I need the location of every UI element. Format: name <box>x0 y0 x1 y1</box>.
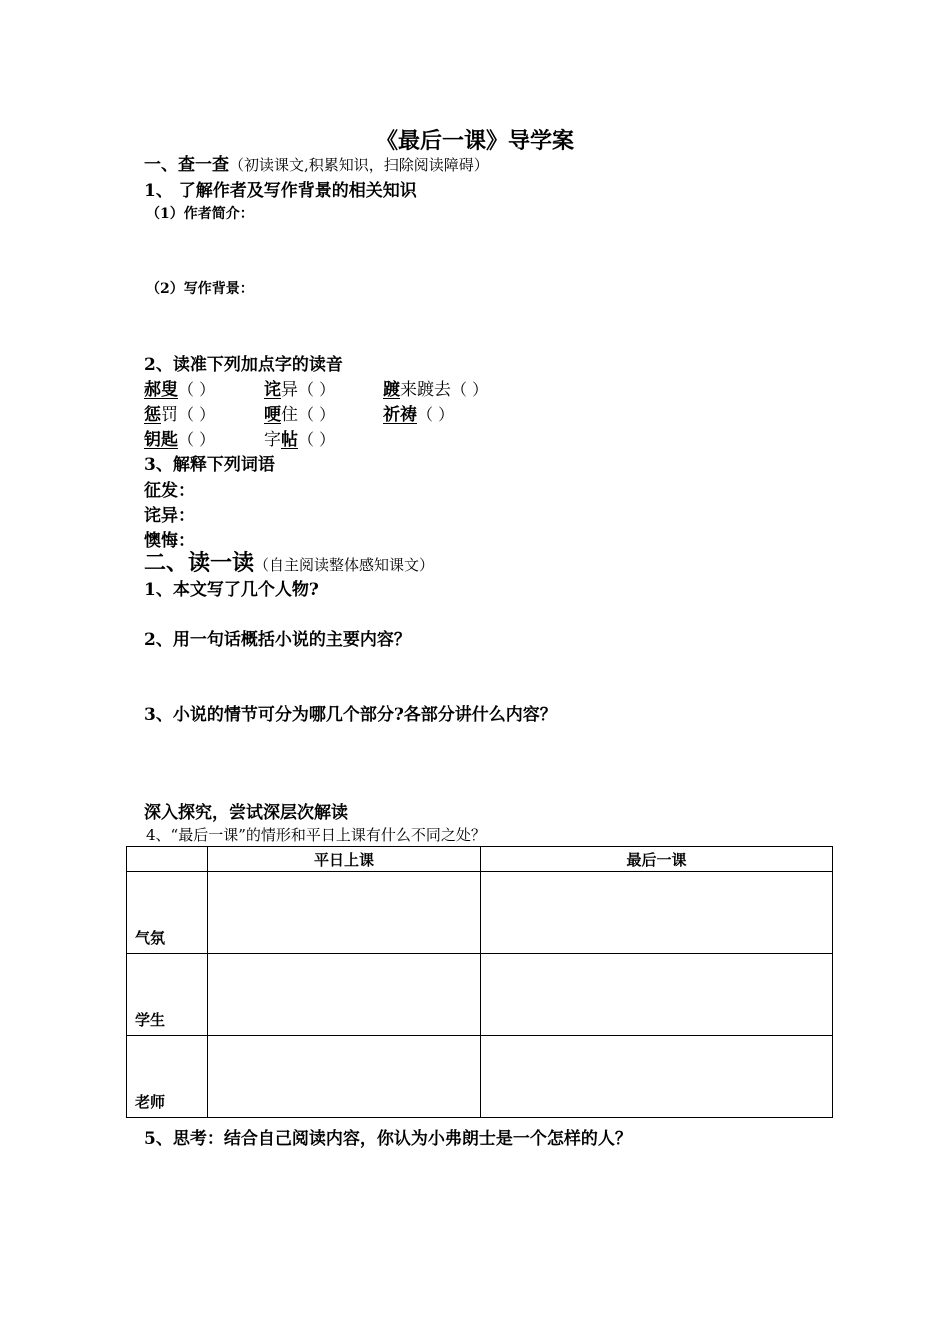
deep-heading: 深入探究，尝试深层次解读 <box>144 803 348 823</box>
comparison-table <box>126 846 833 1118</box>
read-q2: 2、用一句话概括小说的主要内容？ <box>144 630 411 650</box>
read-q1: 1、本文写了几个人物? <box>144 580 319 600</box>
word-blank: （ ） <box>298 380 336 399</box>
word-blank: （ ） <box>298 430 336 449</box>
term-zhengfa: 征发： <box>144 481 195 501</box>
q1-sub-background: （2）写作背景： <box>146 281 254 297</box>
word-item <box>383 375 488 400</box>
word-dotted: 帖 <box>281 430 298 450</box>
table-cell <box>208 872 481 954</box>
q2-heading: 2、读准下列加点字的读音 <box>144 355 343 375</box>
table-cell <box>208 1036 481 1118</box>
q1-sub-author: （1）作者简介： <box>146 206 254 222</box>
table-cell <box>481 954 833 1036</box>
row-label-atmosphere: 气氛 <box>127 872 208 954</box>
table-header-row <box>127 847 833 872</box>
table-cell <box>481 872 833 954</box>
row-label-students: 学生 <box>127 954 208 1036</box>
word-item <box>264 400 335 425</box>
word-blank: （ ） <box>298 405 336 424</box>
word-dotted: 诧 <box>264 380 281 400</box>
table-cell <box>481 1036 833 1118</box>
word-item <box>383 400 454 425</box>
word-item <box>264 375 335 400</box>
q3-heading: 3、解释下列词语 <box>144 455 275 475</box>
word-dotted: 钥匙 <box>144 430 178 450</box>
section-1-note: （初读课文,积累知识，扫除阅读障碍） <box>229 156 489 174</box>
q1-heading: 1、 了解作者及写作背景的相关知识 <box>144 181 417 201</box>
section-1-title: 一、查一查 <box>144 155 229 175</box>
page-title: 《最后一课》导学案 <box>375 128 574 154</box>
word-pre: 字 <box>264 430 281 450</box>
section-2-note: （自主阅读整体感知课文） <box>254 556 435 574</box>
table-row <box>127 1036 833 1118</box>
word-dotted: 踱 <box>383 380 400 400</box>
table-row <box>127 872 833 954</box>
word-rest: 住 <box>281 405 298 425</box>
word-dotted: 郝叟 <box>144 380 178 400</box>
word-item <box>264 425 335 450</box>
row-label-teacher: 老师 <box>127 1036 208 1118</box>
word-rest: 来踱去 <box>400 380 451 400</box>
word-blank: （ ） <box>178 380 216 399</box>
word-dotted: 祈祷 <box>383 405 417 425</box>
term-chayi: 诧异： <box>144 506 195 526</box>
word-rest: 罚 <box>161 405 178 425</box>
word-blank: （ ） <box>451 380 489 399</box>
section-2-heading <box>144 546 434 577</box>
word-blank: （ ） <box>417 405 455 424</box>
table-row <box>127 954 833 1036</box>
table-cell <box>208 954 481 1036</box>
term-aohui: 懊悔： <box>144 531 195 551</box>
word-dotted: 惩 <box>144 405 161 425</box>
q5-thinking: 5、思考：结合自己阅读内容，你认为小弗朗士是一个怎样的人？ <box>144 1129 632 1149</box>
deep-q4: 4、“最后一课”的情形和平日上课有什么不同之处？ <box>146 826 486 844</box>
table-header-blank <box>127 847 208 872</box>
section-1-heading <box>144 150 489 175</box>
word-item <box>144 375 215 400</box>
table-header-last: 最后一课 <box>481 847 833 872</box>
word-blank: （ ） <box>178 430 216 449</box>
table-header-usual: 平日上课 <box>208 847 481 872</box>
read-q3: 3、小说的情节可分为哪几个部分?各部分讲什么内容？ <box>144 705 557 725</box>
section-2-title: 二、读一读 <box>144 550 255 576</box>
word-blank: （ ） <box>178 405 216 424</box>
word-rest: 异 <box>281 380 298 400</box>
word-item <box>144 425 215 450</box>
word-dotted: 哽 <box>264 405 281 425</box>
word-item <box>144 400 215 425</box>
